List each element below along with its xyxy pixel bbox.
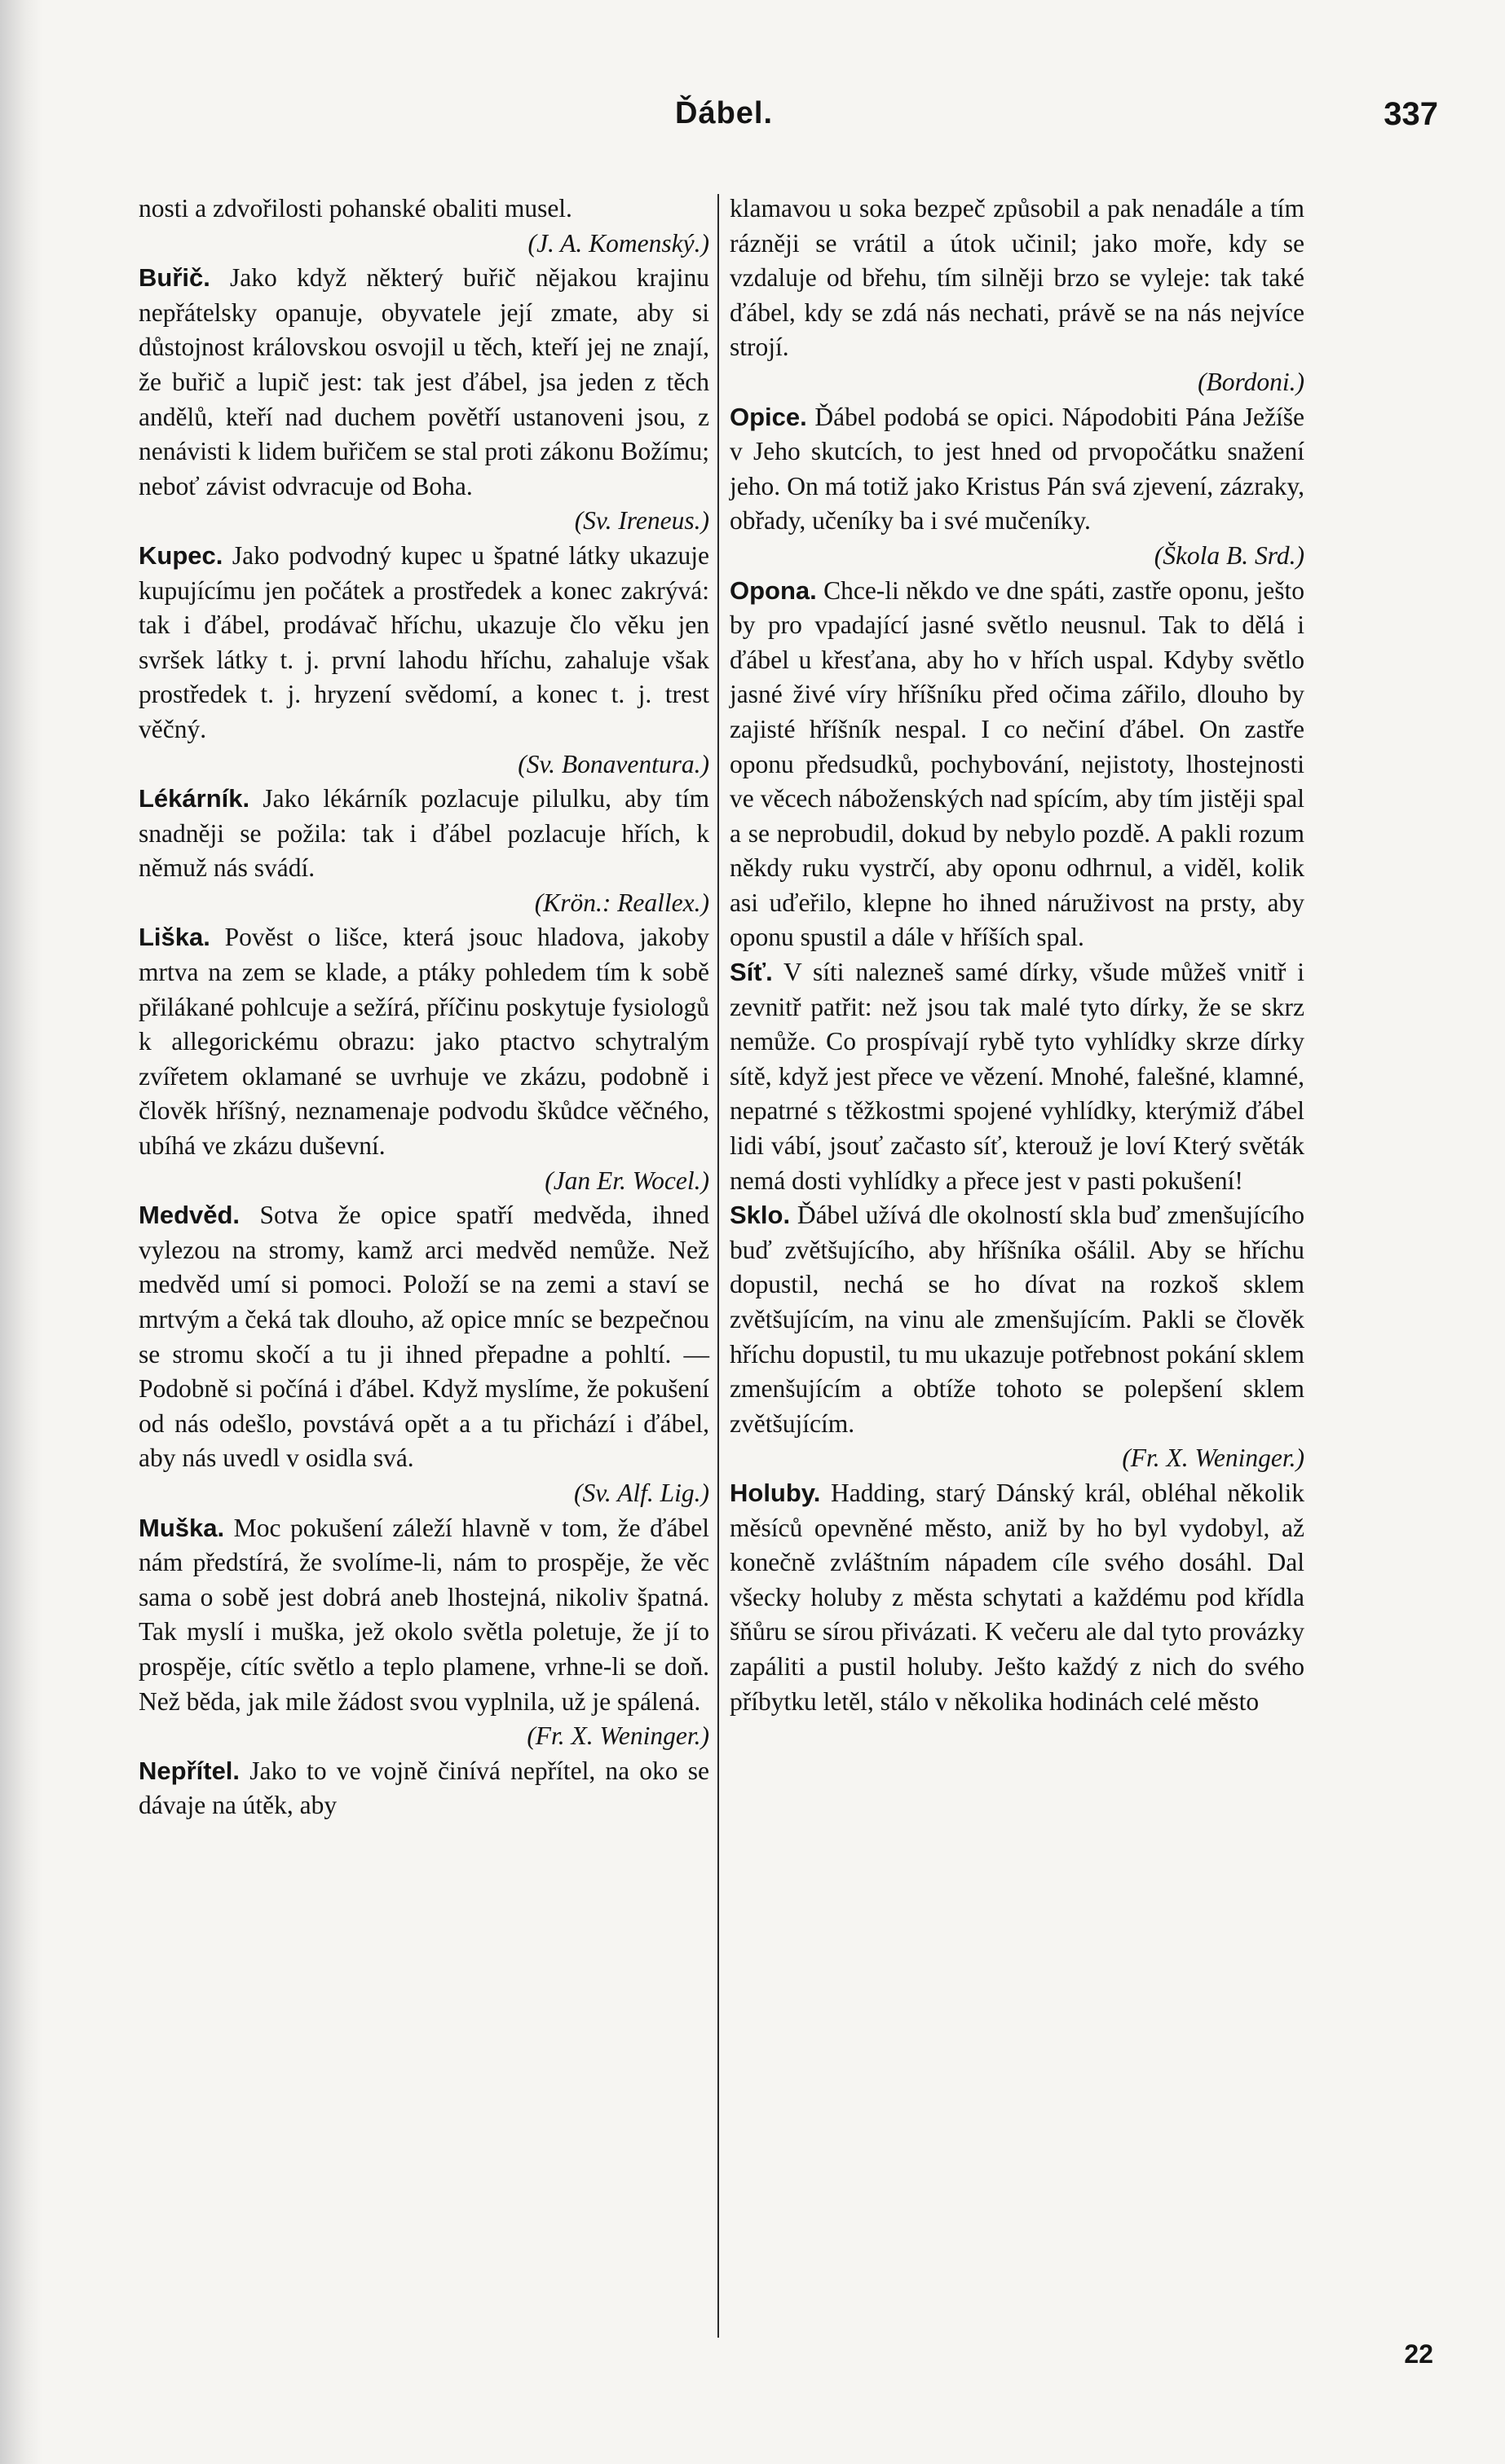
entry-text: Jako lékárník pozlacuje pilulku, aby tím snadněji se požila: tak i ďábel pozlacuje hřích, k němuž nás svádí. (139, 784, 709, 883)
entry-text: klamavou u soka bezpeč způsobil a pak nenadále a tím rázněji se vrátil a útok učinil; jako moře, kdy se vzdaluje od břehu, tím silněji brzo se vyleje: tak také ďábel, kdy se zdá nás nechati, právě se na nás nejvíce strojí. (730, 194, 1304, 362)
entry-text: Pověst o lišce, která jsouc hladova, jakoby mrtva na zem se klade, a ptáky pohledem tím k sobě přilákané pohlcuje a sežírá, příčinu poskytuje fysiologů k allegorickému obrazu: jako ptactvo schytralým zvířetem oklamané se uvrhuje ve zkázu, podobně i člověk hříšný, neznamenaje podvodu škůdce věčného, ubíhá ve zkázu duševní. (139, 923, 709, 1161)
entry-source: (Bordoni.) (1198, 367, 1304, 396)
entry-source: (Krön.: Reallex.) (534, 888, 709, 917)
page-number: 337 (1384, 96, 1438, 132)
entry-headword: Sklo. (730, 1201, 791, 1230)
running-title: Ďábel. (675, 96, 774, 130)
entry-text: Sotva že opice spatří medvěda, ihned vylezou na stromy, kamž arci medvěd nemůže. Než medvěd umí si pomoci. Položí se na zemi a staví se mrtvým a čeká tak dlouho, až opice mníc se bezpečnou se stromu skočí a tu ji ihned přepadne a pohltí. — Podobně si počíná i ďábel. Když myslíme, že pokušení od nás odešlo, povstává opět a a tu přichází i ďábel, aby nás uvedl v osidla svá. (139, 1201, 709, 1473)
entry-opona (730, 574, 1304, 956)
entry-headword: Nepřítel. (139, 1756, 241, 1785)
entry-source: (Sv. Bonaventura.) (518, 749, 709, 778)
entry-continued (139, 192, 709, 261)
entry-headword: Opona. (730, 575, 817, 605)
entry-text: Jako podvodný kupec u špatné látky ukazuje kupujícímu jen počátek a prostředek a konec zakrývá: tak i ďábel, prodávač hříchu, ukazuje člo věku jen svršek látky t. j. první lahodu hříchu, zahaluje však prostředek t. j. hryzení svědomí, a konec t. j. trest věčný. (139, 540, 709, 743)
entry-source: (Fr. X. Weninger.) (527, 1721, 709, 1751)
entry-text: Chce-li někdo ve dne spáti, zastře oponu, ješto by pro vpadající jasné světlo neusnul. Tak to dělá i ďábel u křesťana, aby ho v hřích uspal. Kdyby světlo jasné živé víry hříšníku před očima zářilo, dlouho by zajisté hříšník nespal. I co nečiní ďábel. On zastře oponu předsudků, pochybování, nejistoty, lhostejnosti ve věcech náboženských nad spícím, aby tím jistěji spal a se neprobudil, dokud by nebylo pozdě. A pakli rozum někdy ruku vystrčí, aby oponu odhrnul, a viděl, kolik asi uďeřilo, klepne ho ihned náruživost na prsty, aby oponu spustil a dále v hříších spal. (730, 575, 1304, 952)
entry-opice (730, 400, 1304, 574)
right-column (730, 192, 1304, 1719)
page-edge-shadow (0, 0, 42, 2464)
entry-muska (139, 1511, 709, 1754)
entry-text: Ďábel podobá se opici. Nápodobiti Pána Ježíše v Jeho skutcích, to jest hned od prvopočátku snažení jeho. On má totiž jako Kristus Pán svá zjevení, zázraky, obřady, učeníky ba i své mučeníky. (730, 402, 1304, 536)
entry-source: (Škola B. Srd.) (1154, 540, 1304, 570)
entry-sklo (730, 1198, 1304, 1476)
entry-holuby (730, 1476, 1304, 1719)
entry-text: nosti a zdvořilosti pohanské obaliti musel. (139, 194, 572, 223)
entry-text: Jako když některý buřič nějakou krajinu nepřátelsky opanuje, obyvatele její zmate, aby si důstojnost královskou osvojil u těch, kteří jej ne znají, že buřič a lupič jest: tak jest ďábel, jsa jeden z těch andělů, kteří nad duchem povětří ustanoveni jsou, z nenávisti k lidem buřičem se stal proti zákonu Božímu; neboť závist odvracuje od Boha. (139, 263, 709, 500)
entry-source: (Jan Er. Wocel.) (545, 1166, 709, 1195)
entry-source: (J. A. Komenský.) (527, 228, 709, 258)
entry-source: (Sv. Alf. Lig.) (574, 1478, 709, 1507)
entry-headword: Buřič. (139, 263, 210, 293)
sheet-signature: 22 (1404, 2339, 1433, 2369)
entry-source: (Fr. X. Weninger.) (1122, 1444, 1304, 1473)
entry-kupec (139, 539, 709, 782)
entry-text: Hadding, starý Dánský král, obléhal několik měsíců opevněné město, aniž by ho byl vydobyl, až konečně zvláštním nápadem cíle svého dosáhl. Dal všecky holuby z města schytati a každému pod křídla šňůru se sírou přivázati. K večeru ale dal tyto provázky zapáliti a pustil holuby. Ješto každý z nich do svého příbytku letěl, stálo v několika hodinách celé město (730, 1478, 1304, 1716)
entry-medved (139, 1198, 709, 1510)
entry-headword: Síť. (730, 958, 773, 987)
entry-text: Jako to ve vojně činívá nepřítel, na oko se dávaje na útěk, aby (139, 1756, 709, 1820)
entry-liska (139, 920, 709, 1198)
entry-headword: Muška. (139, 1513, 225, 1542)
entry-headword: Medvěd. (139, 1201, 241, 1230)
entry-text: Ďábel užívá dle okolností skla buď zmenšujícího buď zvětšujícího, aby hříšníka ošálil. Aby se hříchu dopustil, nechá se ho dívat na rozkoš sklem zvětšujícím, na vinu ale zmenšujícím. Pakli se člověk hříchu dopustil, tu mu ukazuje potřebnost pokání sklem zmenšujícím a obtíže tohoto se polepšení sklem zvětšujícím. (730, 1201, 1304, 1438)
entry-source: (Sv. Ireneus.) (574, 506, 709, 536)
entry-headword: Liška. (139, 923, 210, 952)
left-column (139, 192, 709, 1823)
entry-headword: Kupec. (139, 540, 223, 570)
entry-nepritel (139, 1754, 709, 1823)
entry-headword: Opice. (730, 402, 807, 431)
entry-headword: Lékárník. (139, 784, 250, 813)
column-divider (717, 194, 719, 2338)
entry-text: Moc pokušení záleží hlavně v tom, že ďábel nám předstírá, že svolíme-li, nám to prospěje, že věc sama o sobě jest dobrá aneb lhostejná, nikoliv špatná. Tak myslí i muška, jež okolo světla poletuje, že jí to prospěje, cítíc světlo a teplo plamene, vrhne-li se doň. Než běda, jak mile žádost svou vyplnila, už je spálená. (139, 1513, 709, 1716)
entry-text: V síti nalezneš samé dírky, všude můžeš vnitř i zevnitř patřit: než jsou tak malé tyto dírky, že se skrz nemůže. Co prospívají rybě tyto vyhlídky skrze dírky sítě, když jest přece ve vězení. Mnohé, falešné, klamné, nepatrné s těžkostmi spojené vyhlídky, kterýmiž ďábel lidi vábí, jsouť začasto síť, kterouž je loví Který světák nemá dosti vyhlídky a přece jest v pasti pokušení! (730, 958, 1304, 1195)
entry-headword: Holuby. (730, 1478, 821, 1507)
entry-sit (730, 955, 1304, 1198)
entry-lekarnik (139, 782, 709, 920)
entry-continued (730, 192, 1304, 400)
entry-buric (139, 261, 709, 539)
